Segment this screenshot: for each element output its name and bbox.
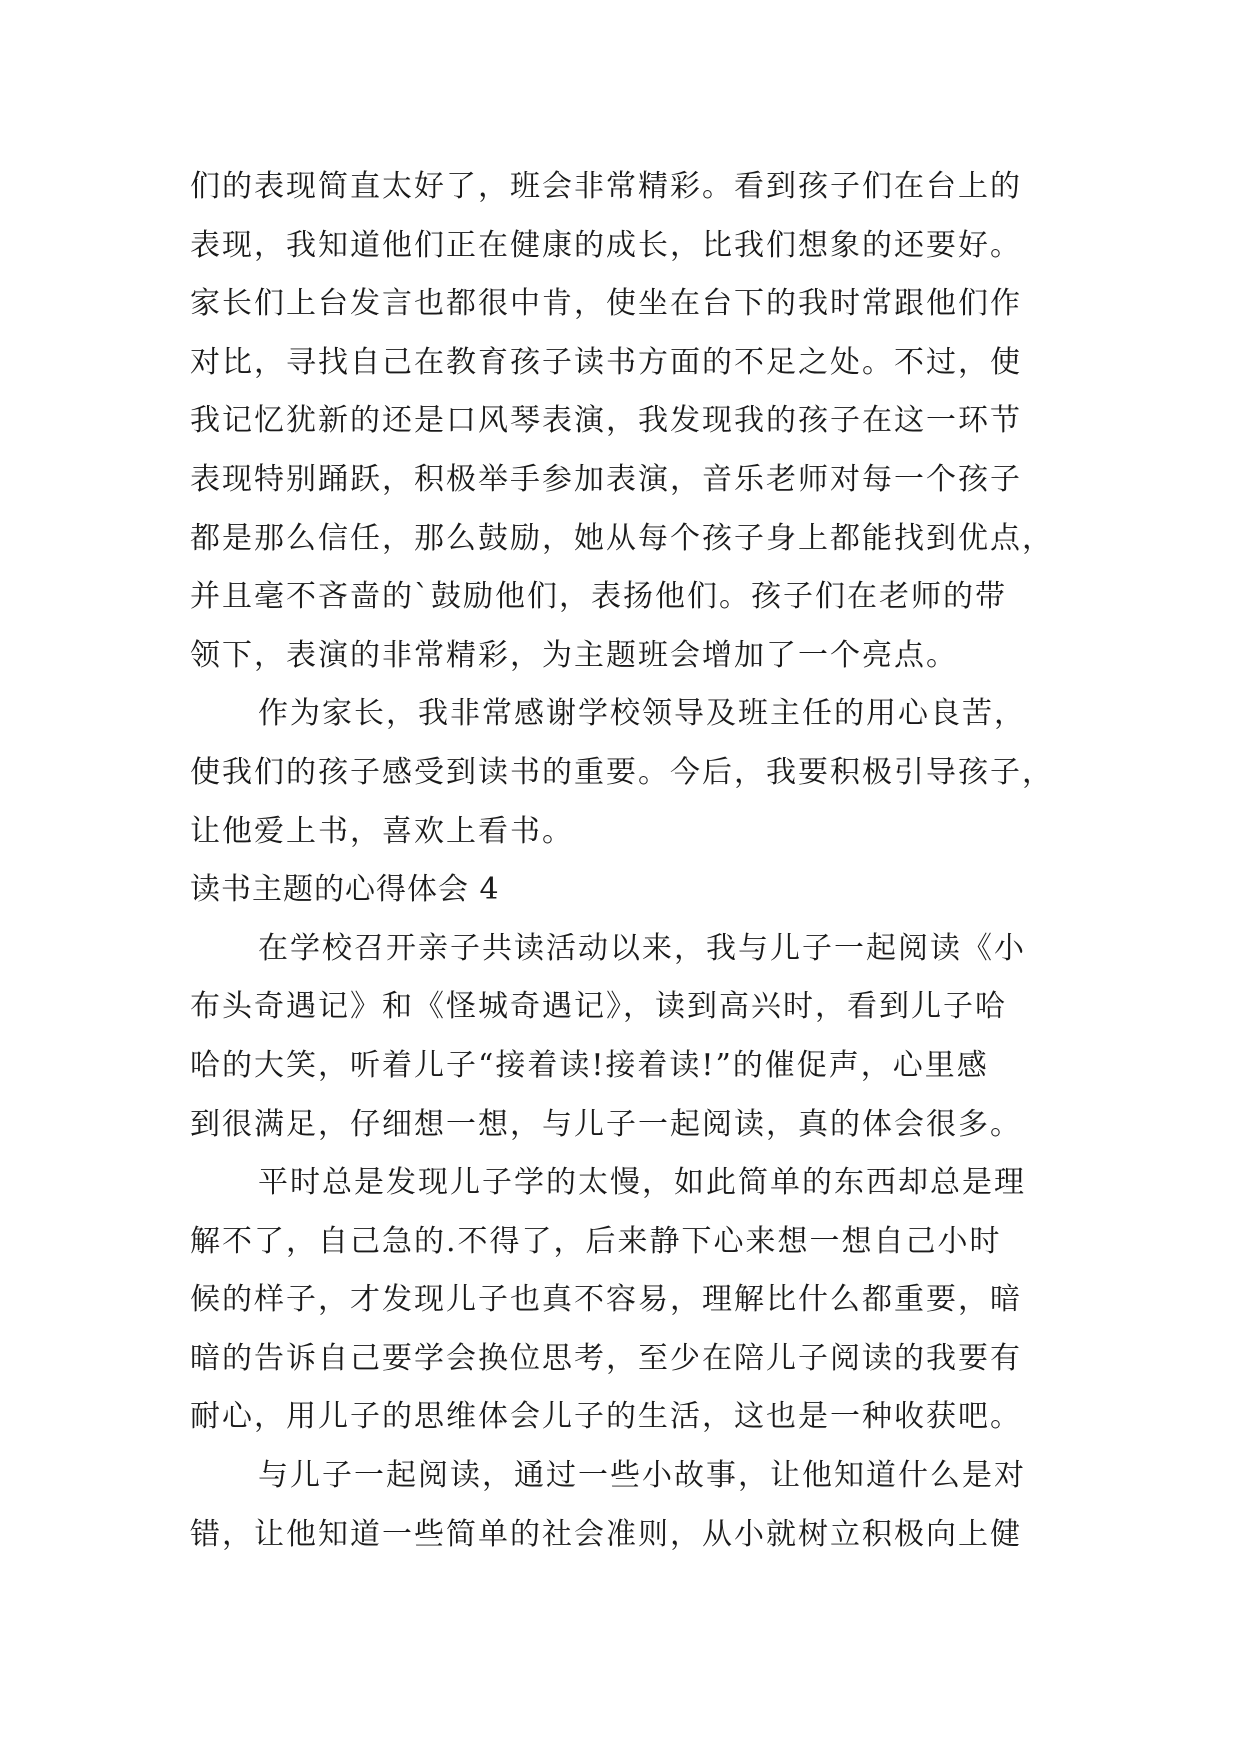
text-line: 使我们的孩子感受到读书的重要。今后，我要积极引导孩子，: [190, 754, 1054, 790]
text-line: 家长们上台发言也都很中肯，使坐在台下的我时常跟他们作: [190, 286, 1022, 322]
paragraph-start-line: 作为家长，我非常感谢学校领导及班主任的用心良苦，: [258, 696, 1026, 732]
text-line: 布头奇遇记》和《怪城奇遇记》，读到高兴时，看到儿子哈: [190, 989, 1007, 1025]
section-heading: 读书主题的心得体会 4: [190, 872, 500, 908]
text-line: 哈的大笑，听着儿子“接着读!接着读!”的催促声，心里感: [190, 1047, 989, 1083]
text-line: 错，让他知道一些简单的社会准则，从小就树立积极向上健: [190, 1516, 1022, 1552]
text-line: 解不了，自己急的.不得了，后来静下心来想一想自己小时: [190, 1223, 1002, 1259]
text-line: 让他爱上书，喜欢上看书。: [190, 813, 574, 849]
text-line: 耐心，用儿子的思维体会儿子的生活，这也是一种收获吧。: [190, 1399, 1022, 1435]
text-line: 都是那么信任，那么鼓励，她从每个孩子身上都能找到优点，: [190, 520, 1054, 556]
paragraph-start-line: 在学校召开亲子共读活动以来，我与儿子一起阅读《小: [258, 930, 1026, 966]
text-line: 领下，表演的非常精彩，为主题班会增加了一个亮点。: [190, 637, 958, 673]
text-line: 表现，我知道他们正在健康的成长，比我们想象的还要好。: [190, 227, 1022, 263]
text-line: 我记忆犹新的还是口风琴表演，我发现我的孩子在这一环节: [190, 403, 1022, 439]
paragraph-start-line: 平时总是发现儿子学的太慢，如此简单的东西却总是理: [258, 1165, 1026, 1201]
text-line: 表现特别踊跃，积极举手参加表演，音乐老师对每一个孩子: [190, 461, 1022, 497]
text-line: 到很满足，仔细想一想，与儿子一起阅读，真的体会很多。: [190, 1106, 1022, 1142]
text-line: 们的表现简直太好了，班会非常精彩。看到孩子们在台上的: [190, 169, 1022, 204]
text-line: 并且毫不吝啬的`鼓励他们，表扬他们。孩子们在老师的带: [190, 579, 1007, 615]
text-line: 对比，寻找自己在教育孩子读书方面的不足之处。不过，使: [190, 344, 1022, 380]
document-body: [190, 158, 1070, 1564]
text-line: 暗的告诉自己要学会换位思考，至少在陪儿子阅读的我要有: [190, 1340, 1022, 1376]
paragraph-start-line: 与儿子一起阅读，通过一些小故事，让他知道什么是对: [258, 1458, 1026, 1494]
text-line: 候的样子，才发现儿子也真不容易，理解比什么都重要，暗: [190, 1282, 1022, 1318]
